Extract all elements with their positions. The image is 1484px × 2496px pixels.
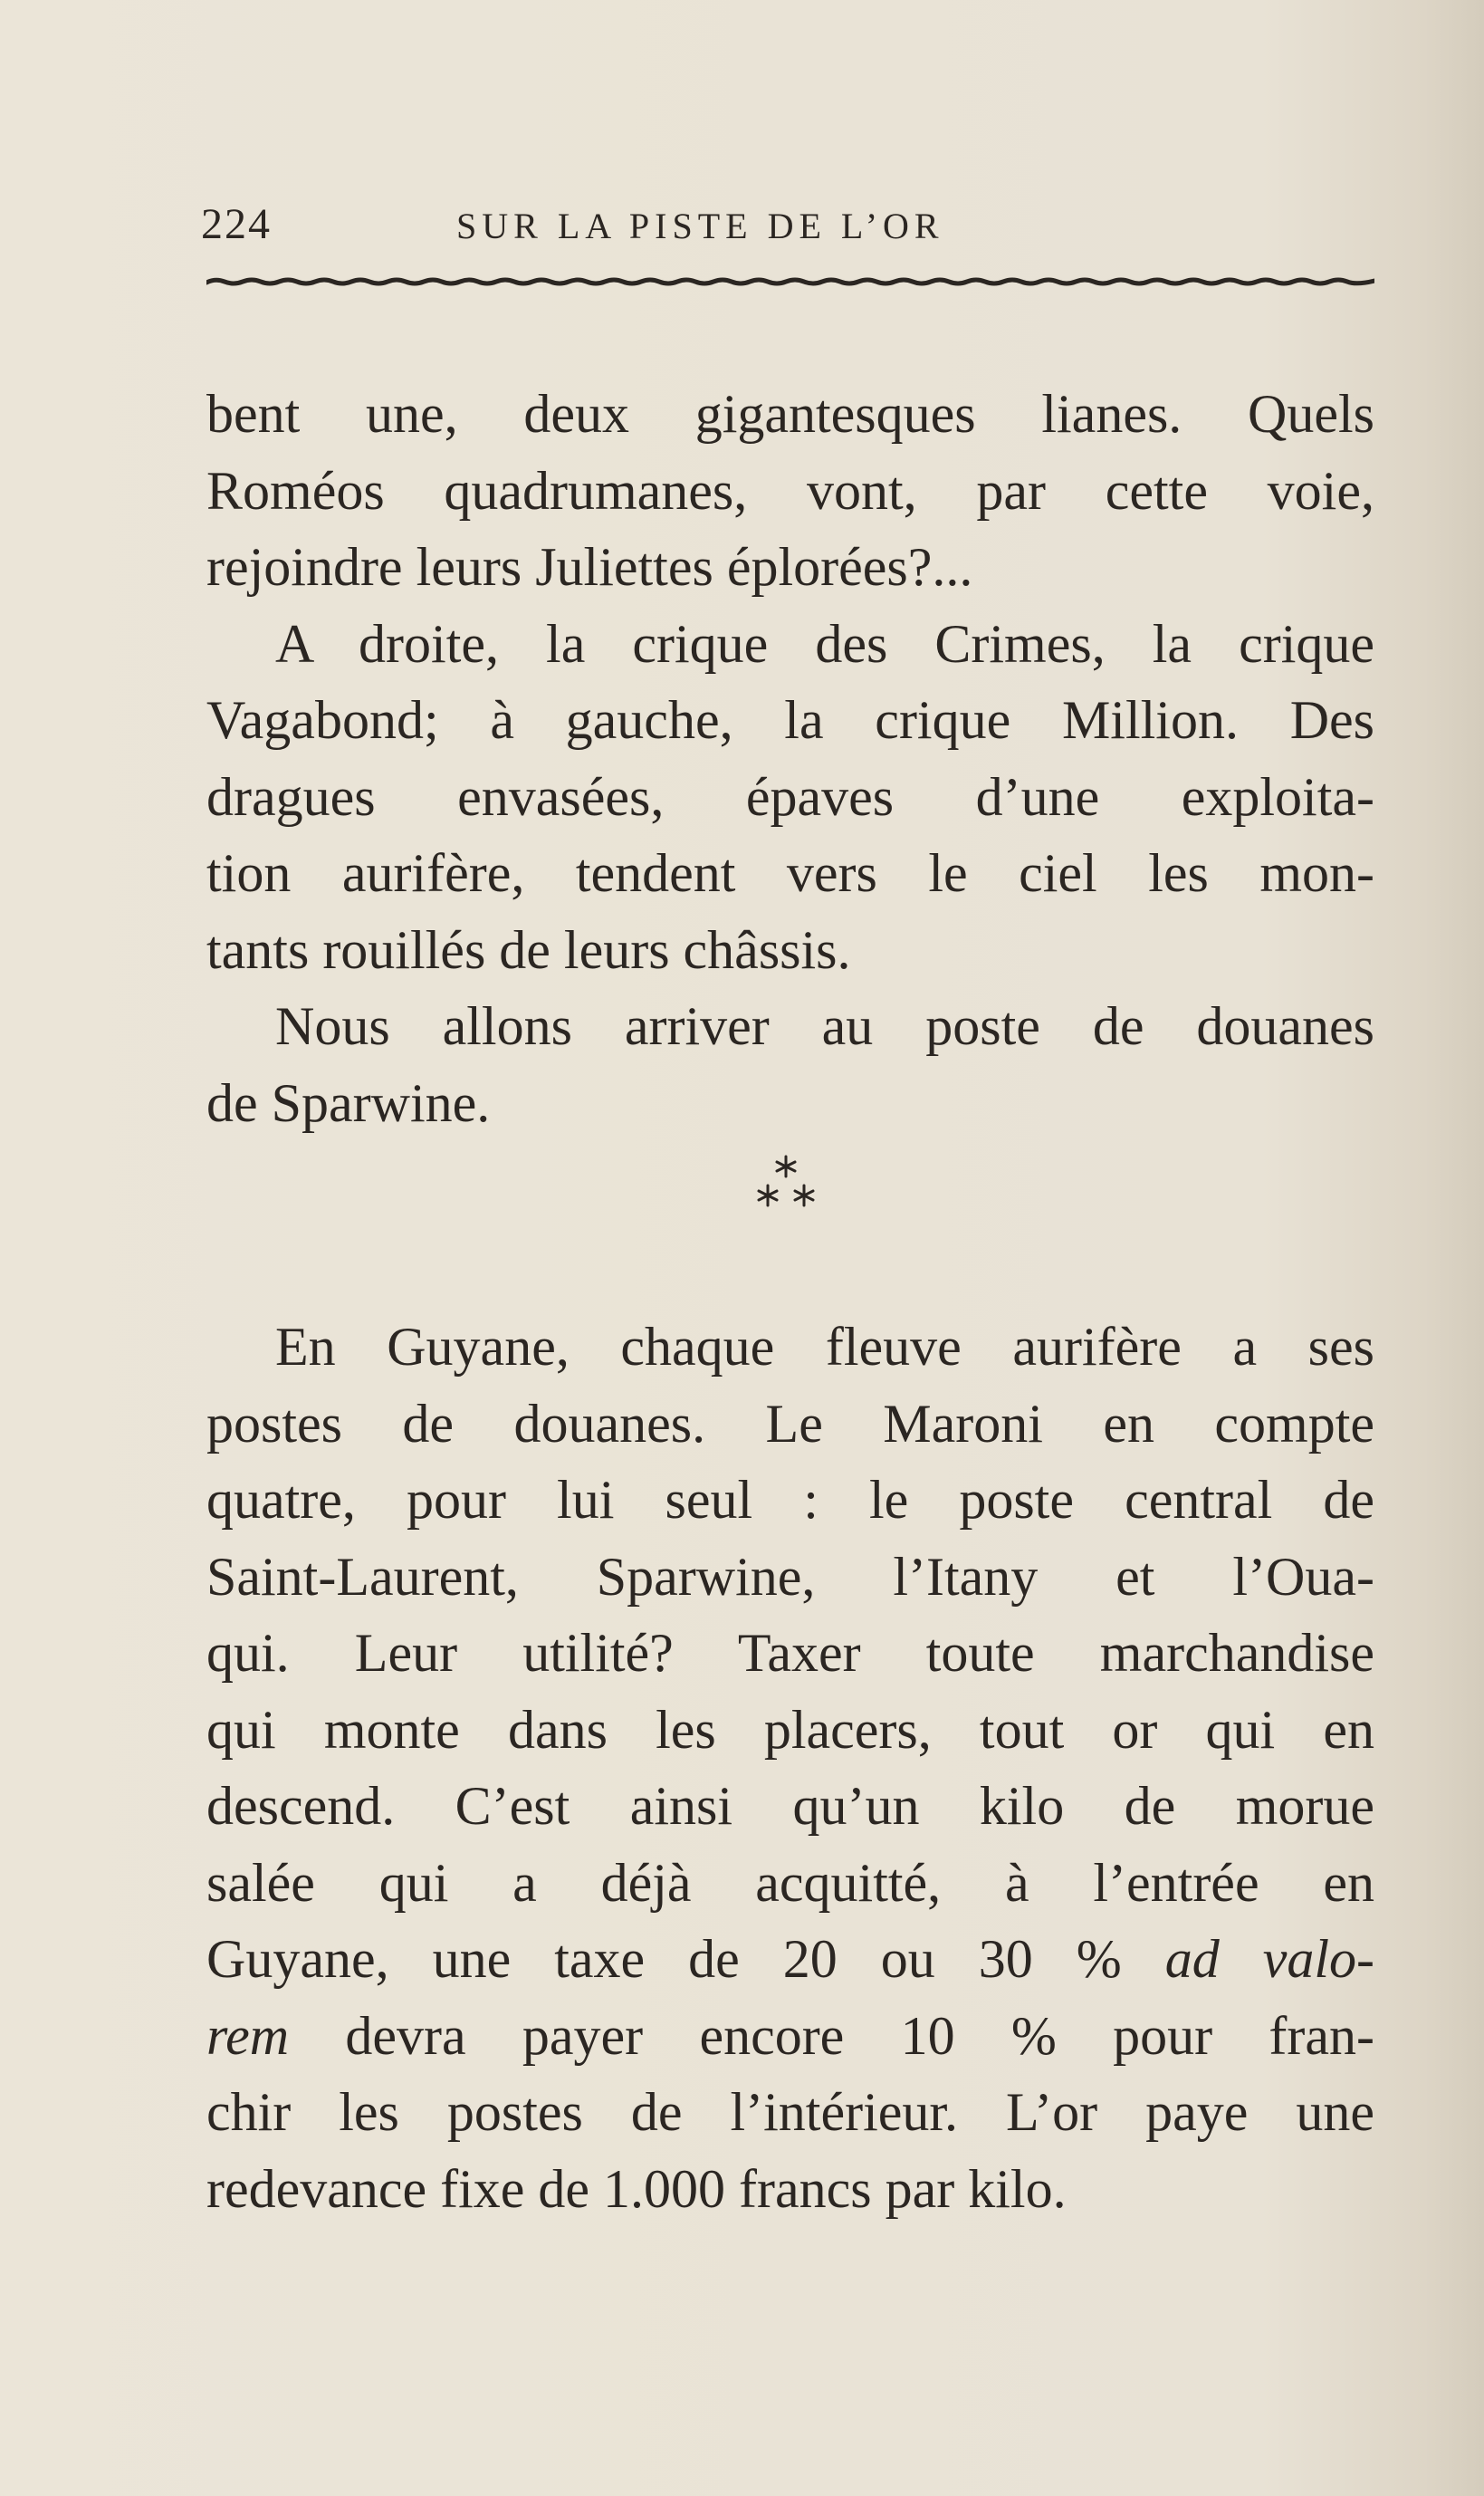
text-line bbox=[206, 1921, 1374, 1998]
text-line: A droite, la crique des Crimes, la crique bbox=[275, 613, 1374, 674]
text-line: chir les postes de l’intérieur. L’or paye une bbox=[206, 2082, 1374, 2142]
text-line: En Guyane, chaque fleuve aurifère a ses bbox=[275, 1317, 1374, 1377]
text-line: bent une, deux gigantesques lianes. Quels bbox=[206, 384, 1374, 444]
text-line bbox=[206, 1998, 1374, 2075]
text-line: Saint-Laurent, Sparwine, l’Itany et l’Oua- bbox=[206, 1546, 1374, 1607]
text-line: postes de douanes. Le Maroni en compte bbox=[206, 1393, 1374, 1454]
decorative-rule bbox=[206, 274, 1374, 292]
page-number: 224 bbox=[201, 200, 272, 248]
body-text-customs bbox=[206, 1309, 1374, 2227]
page-header bbox=[201, 197, 1378, 261]
text-line: salée qui a déjà acquitté, à l’entrée en bbox=[206, 1852, 1374, 1913]
text-line: Vagabond; à gauche, la crique Million. Des bbox=[206, 690, 1374, 750]
body-text-top bbox=[206, 376, 1374, 1141]
text-line: de Sparwine. bbox=[206, 1072, 491, 1133]
text-segment: Guyane, une taxe de 20 ou 30 % bbox=[206, 1929, 1165, 1989]
italic-latin-phrase: rem bbox=[206, 2005, 290, 2066]
running-title: SUR LA PISTE DE L’OR bbox=[456, 206, 944, 246]
text-line: qui. Leur utilité? Taxer toute marchandise bbox=[206, 1623, 1374, 1683]
text-line: Nous allons arriver au poste de douanes bbox=[275, 996, 1374, 1056]
text-line: descend. C’est ainsi qu’un kilo de morue bbox=[206, 1776, 1374, 1836]
text-line: qui monte dans les placers, tout or qui en bbox=[206, 1699, 1374, 1760]
text-line: quatre, pour lui seul : le poste central de bbox=[206, 1470, 1374, 1530]
asterism-section-break bbox=[750, 1148, 822, 1221]
text-segment: devra payer encore 10 % pour fran- bbox=[289, 2005, 1374, 2066]
text-line: tion aurifère, tendent vers le ciel les mon- bbox=[206, 843, 1374, 903]
italic-latin-phrase: ad valo- bbox=[1164, 1929, 1375, 1989]
text-line: tants rouillés de leurs châssis. bbox=[206, 919, 851, 980]
text-line: Roméos quadrumanes, vont, par cette voie, bbox=[206, 460, 1374, 521]
text-line: dragues envasées, épaves d’une exploita- bbox=[206, 766, 1374, 827]
text-line: redevance fixe de 1.000 francs par kilo. bbox=[206, 2158, 1067, 2219]
text-line: rejoindre leurs Juliettes éplorées?... bbox=[206, 537, 973, 597]
